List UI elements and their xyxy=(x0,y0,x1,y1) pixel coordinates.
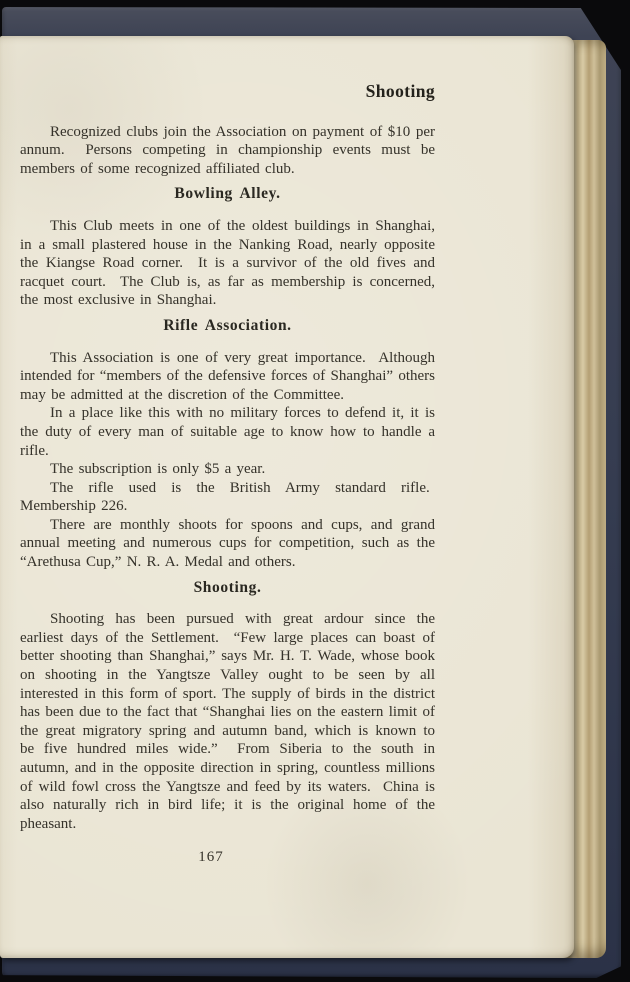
paragraph: There are monthly shoots for spoons and cups, and grand annual meeting and numerous cups for competition, such as the “Arethusa Cup,” N. R. A. Medal and others. xyxy=(20,516,435,571)
book-page xyxy=(0,36,574,958)
paragraph: In a place like this with no military forces to defend it, it is the duty of every man of suitable age to know how to handle a rifle. xyxy=(20,405,435,459)
page-content xyxy=(20,82,435,867)
running-head: Shooting xyxy=(365,81,435,101)
paragraph: This Association is one of very great importance. Although intended for “members of the defensive forces of Shanghai” others may be admitted at the discretion of the Committee. xyxy=(20,349,435,403)
section-heading: Shooting. xyxy=(193,578,262,596)
paragraph: Recognized clubs join the Association on payment of $10 per annum. Persons competing in championship events must be members of some recognized affiliated club. xyxy=(20,123,435,177)
paragraph: Shooting has been pursued with great ardour since the earliest days of the Settlement. “Few large places can boast of better shooting than Shanghai,” says Mr. H. T. Wade, whose book on shooting in the Yangtsze Valley ought to be seen by all interested in this form of sport. The supply of birds in the district has been due to the fact that “Shanghai lies on the eastern limit of the great migratory spring and autumn band, which is known to be five hundred miles wide.” From Siberia to the south in autumn, and in the opposite direction in spring, countless millions of wild fowl cross the Yangtsze and feed by its waters. China is also naturally rich in bird life; it is the original home of the pheasant. xyxy=(20,611,435,832)
section-heading: Rifle Association. xyxy=(163,316,292,334)
paragraph: This Club meets in one of the oldest buildings in Shanghai, in a small plastered house in the Nanking Road, nearly opposite the Kiangse Road corner. It is a survivor of the old fives and racquet court. The Club is, as far as membership is concerned, the most exclusive in Shanghai. xyxy=(20,217,435,309)
section-heading: Bowling Alley. xyxy=(174,185,281,203)
page-number: 167 xyxy=(198,849,224,866)
paragraph: The rifle used is the British Army standard rifle. Membership 226. xyxy=(20,479,435,515)
paragraph: The subscription is only $5 a year. xyxy=(50,461,266,478)
page-body xyxy=(20,123,435,834)
